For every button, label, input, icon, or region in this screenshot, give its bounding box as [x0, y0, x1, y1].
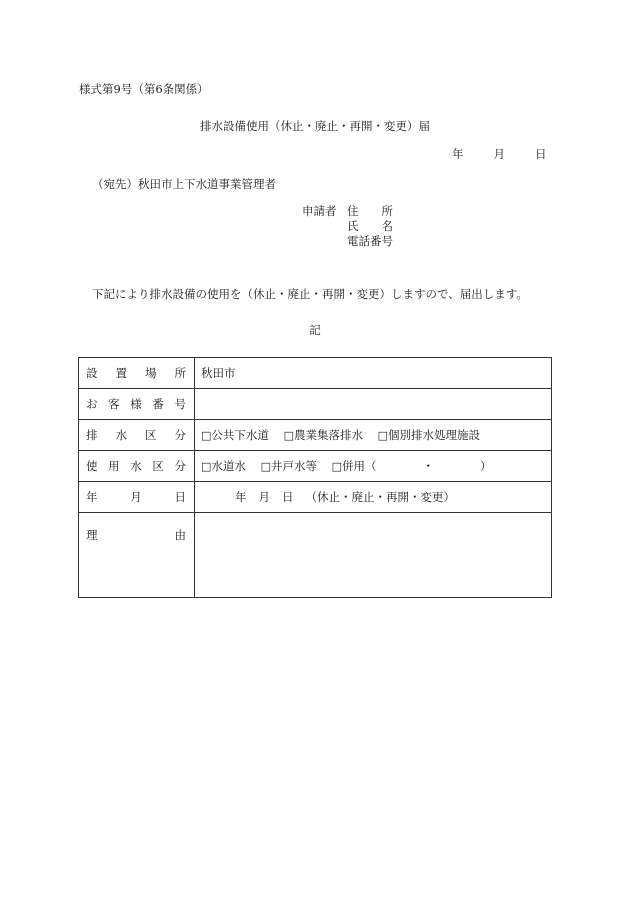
- drainage-type-options: [195, 420, 552, 451]
- reason-value[interactable]: [195, 513, 552, 598]
- checkbox-icon[interactable]: □: [331, 460, 343, 473]
- submission-date: [452, 146, 547, 162]
- location-row: [79, 358, 552, 389]
- location-value[interactable]: 秋田市: [195, 358, 552, 389]
- checkbox-icon[interactable]: □: [260, 460, 271, 473]
- ki-mark: 記: [309, 323, 321, 337]
- applicant-name-label: 氏 名: [347, 219, 393, 233]
- customer-number-label: お客様番号: [79, 389, 195, 420]
- date-day: 日: [282, 490, 294, 504]
- date-row-value[interactable]: [195, 482, 552, 513]
- customer-number-row: [79, 389, 552, 420]
- location-label: 設置場所: [79, 358, 195, 389]
- date-year: 年: [235, 490, 247, 504]
- water-type-options: [195, 451, 552, 482]
- document-title: 排水設備使用（休止・廃止・再開・変更）届: [200, 119, 430, 133]
- water-option-tap[interactable]: □水道水: [201, 459, 246, 473]
- water-type-label: 使用水区分: [79, 451, 195, 482]
- statement-text: 下記により排水設備の使用を（休止・廃止・再開・変更）しますので、届出します。: [92, 287, 528, 301]
- drainage-type-label: 排水区分: [79, 420, 195, 451]
- reason-label: 理由: [79, 513, 195, 598]
- applicant-phone-label: 電話番号: [347, 234, 393, 248]
- day-label: 日: [535, 147, 547, 161]
- drainage-option-rural-sewage[interactable]: □農業集落排水: [283, 428, 363, 442]
- month-label: 月: [493, 147, 505, 161]
- date-month: 月: [258, 490, 270, 504]
- applicant-address-label: 住 所: [347, 204, 393, 218]
- checkbox-icon[interactable]: □: [201, 429, 212, 442]
- date-row-label: 年月日: [79, 482, 195, 513]
- drainage-option-individual-treatment[interactable]: □個別排水処理施設: [377, 428, 481, 442]
- water-type-row: [79, 451, 552, 482]
- drainage-type-row: [79, 420, 552, 451]
- water-option-combined[interactable]: □併用（ ・ ）: [331, 459, 492, 473]
- addressee: （宛先）秋田市上下水道事業管理者: [92, 177, 276, 191]
- date-row: [79, 482, 552, 513]
- water-option-well[interactable]: □井戸水等: [260, 459, 317, 473]
- customer-number-value[interactable]: [195, 389, 552, 420]
- date-kind: （休止・廃止・再開・変更）: [305, 490, 455, 504]
- year-label: 年: [452, 147, 464, 161]
- applicant-label: 申請者: [302, 204, 337, 218]
- checkbox-icon[interactable]: □: [377, 429, 389, 442]
- detail-table: [78, 357, 552, 598]
- drainage-option-public-sewer[interactable]: □公共下水道: [201, 428, 269, 442]
- form-number: 様式第9号（第6条関係）: [79, 82, 209, 96]
- checkbox-icon[interactable]: □: [283, 429, 294, 442]
- checkbox-icon[interactable]: □: [201, 460, 212, 473]
- reason-row: [79, 513, 552, 598]
